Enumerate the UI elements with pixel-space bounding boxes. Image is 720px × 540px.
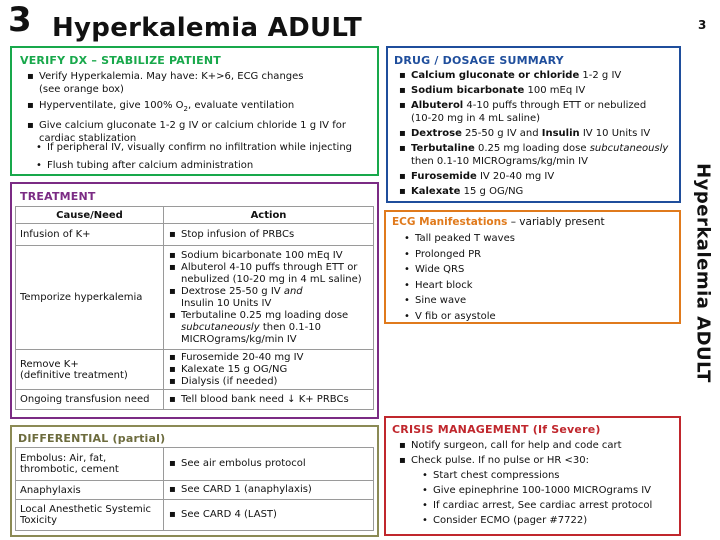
treatment-action: ▪ Albuterol 4-10 puffs through ETT or nebulized (10-20 mg in 4 mL saline) <box>168 262 369 286</box>
crisis-box <box>384 416 681 536</box>
crisis-item: ▪ Check pulse. If no pulse or HR <30: <box>398 453 678 468</box>
side-title-text: Hyperkalemia ADULT <box>692 163 714 383</box>
crisis-list <box>398 438 678 468</box>
drug-dosage-box <box>386 46 681 203</box>
verify-dx-list <box>26 70 371 145</box>
page-number: 3 <box>698 18 707 32</box>
ecg-item: • Sine wave <box>402 293 662 309</box>
verify-subitem: • Flush tubing after calcium administration <box>34 159 374 173</box>
treatment-cause: Remove K+ (definitive treatment) <box>16 350 164 390</box>
ecg-subheading: – variably present <box>507 216 605 228</box>
crisis-subitem: • If cardiac arrest, See cardiac arrest protocol <box>420 498 680 513</box>
ecg-item: • Wide QRS <box>402 262 662 278</box>
drug-list <box>398 69 678 198</box>
treatment-cause: Infusion of K+ <box>16 224 164 246</box>
verify-dx-box <box>10 46 379 176</box>
card-number: 3 <box>8 0 32 40</box>
crisis-subitem: • Start chest compressions <box>420 468 680 483</box>
treatment-cause: Ongoing transfusion need <box>16 390 164 410</box>
verify-item: ▪ Verify Hyperkalemia. May have: K+>6, ECG changes (see orange box) <box>26 70 371 96</box>
table-row <box>16 390 374 410</box>
side-title <box>688 148 718 398</box>
table-row <box>16 350 374 390</box>
page-title: Hyperkalemia ADULT <box>52 13 362 43</box>
table-row <box>16 481 374 500</box>
differential-action: ▪ See CARD 4 (LAST) <box>168 509 369 521</box>
verify-sublist <box>34 141 374 173</box>
treatment-action: ▪ Sodium bicarbonate 100 mEq IV <box>168 250 369 262</box>
ecg-list <box>402 231 662 324</box>
crisis-subitem: • Give epinephrine 100-1000 MICROgrams IV <box>420 483 680 498</box>
treatment-col-action: Action <box>164 207 374 224</box>
ecg-item: • Prolonged PR <box>402 247 662 263</box>
treatment-action: ▪ Kalexate 15 g OG/NG <box>168 364 369 376</box>
ecg-heading: ECG Manifestations <box>392 216 508 228</box>
drug-item: ▪ Dextrose 25-50 g IV and Insulin IV 10 Units IV <box>398 127 678 140</box>
differential-heading-note: (partial) <box>108 432 166 445</box>
ecg-item: • V fib or asystole <box>402 309 662 325</box>
drug-item: ▪ Kalexate 15 g OG/NG <box>398 185 678 198</box>
crisis-item: ▪ Notify surgeon, call for help and code cart <box>398 438 678 453</box>
table-row <box>16 448 374 481</box>
drug-item: ▪ Calcium gluconate or chloride 1-2 g IV <box>398 69 678 82</box>
crisis-subitem: • Consider ECMO (pager #7722) <box>420 513 680 528</box>
ecg-item: • Heart block <box>402 278 662 294</box>
differential-table <box>15 447 374 531</box>
ecg-box <box>384 210 681 324</box>
crisis-sublist <box>420 468 680 528</box>
treatment-cause: Temporize hyperkalemia <box>16 246 164 350</box>
differential-cause: Local Anesthetic Systemic Toxicity <box>16 500 164 531</box>
differential-box <box>10 425 379 537</box>
treatment-action: ▪ Furosemide 20-40 mg IV <box>168 352 369 364</box>
treatment-action: ▪ Terbutaline 0.25 mg loading dose subcutaneously then 0.1-10 MICROgrams/kg/min IV <box>168 310 369 346</box>
ecg-heading-line <box>392 216 605 228</box>
treatment-col-cause: Cause/Need <box>16 207 164 224</box>
differential-cause: Embolus: Air, fat, thrombotic, cement <box>16 448 164 481</box>
table-row <box>16 246 374 350</box>
verify-dx-heading: VERIFY DX – STABILIZE PATIENT <box>20 54 221 67</box>
differential-heading: DIFFERENTIAL <box>18 432 109 445</box>
verify-subitem: • If peripheral IV, visually confirm no infiltration while injecting <box>34 141 374 155</box>
treatment-action: ▪ Stop infusion of PRBCs <box>168 229 369 241</box>
differential-action: ▪ See air embolus protocol <box>168 458 369 470</box>
treatment-action: ▪ Dextrose 25-50 g IV and Insulin 10 Units IV <box>168 286 369 310</box>
drug-item: ▪ Albuterol 4-10 puffs through ETT or nebulized (10-20 mg in 4 mL saline) <box>398 99 678 125</box>
differential-action: ▪ See CARD 1 (anaphylaxis) <box>168 484 369 496</box>
verify-item: ▪ Hyperventilate, give 100% $O_2$, evaluate ventilation <box>26 99 371 116</box>
differential-heading-line <box>18 432 165 445</box>
drug-dosage-heading: DRUG / DOSAGE SUMMARY <box>394 54 564 67</box>
drug-item: ▪ Sodium bicarbonate 100 mEq IV <box>398 84 678 97</box>
ecg-item: • Tall peaked T waves <box>402 231 662 247</box>
treatment-action: ▪ Tell blood bank need ↓ K+ PRBCs <box>168 394 369 406</box>
drug-item: ▪ Terbutaline 0.25 mg loading dose subcutaneously then 0.1-10 MICROgrams/kg/min IV <box>398 142 678 168</box>
treatment-box <box>10 182 379 419</box>
drug-item: ▪ Furosemide IV 20-40 mg IV <box>398 170 678 183</box>
table-row <box>16 500 374 531</box>
table-row <box>16 224 374 246</box>
treatment-heading: TREATMENT <box>20 190 96 203</box>
differential-cause: Anaphylaxis <box>16 481 164 500</box>
crisis-heading: CRISIS MANAGEMENT (If Severe) <box>392 423 601 436</box>
treatment-action: ▪ Dialysis (if needed) <box>168 376 369 388</box>
verify-item: ▪ Give calcium gluconate 1-2 g IV or calcium chloride 1 g IV for cardiac stablization <box>26 119 371 145</box>
treatment-table <box>15 206 374 410</box>
